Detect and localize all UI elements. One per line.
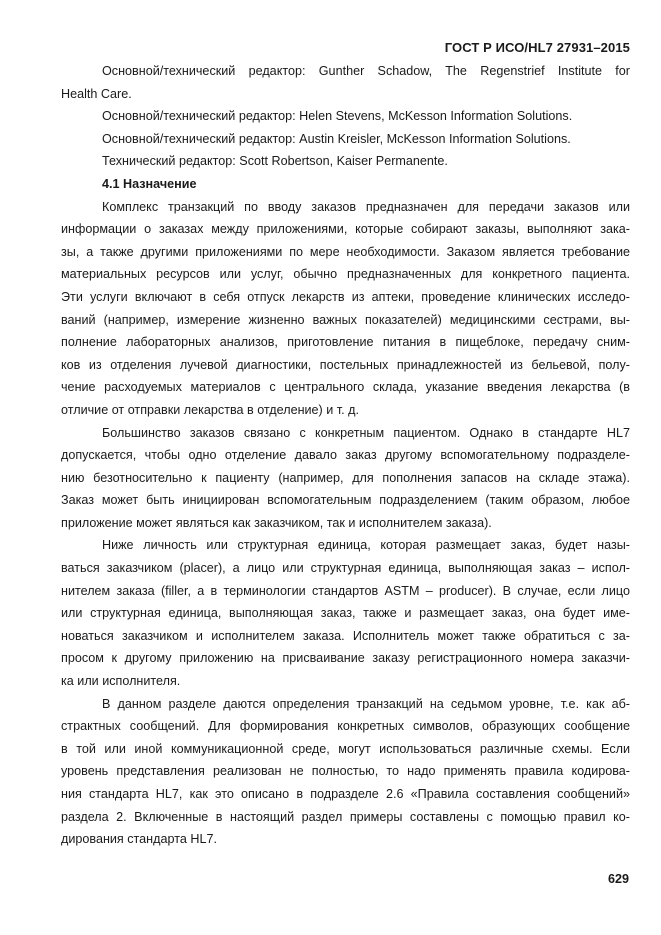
paragraph-line: Эти услуги включают в себя отпуск лекарств из аптеки, проведение клинических исследо-	[61, 289, 630, 304]
editor-line: Технический редактор: Scott Robertson, Kaiser Permanente.	[102, 154, 448, 169]
document-id-header: ГОСТ Р ИСО/HL7 27931–2015	[444, 40, 630, 55]
paragraph-line: или структурная единица, выполняющая заказ, также и размещает заказ, она будет име-	[61, 606, 630, 621]
paragraph-line: ваться заказчиком (placer), а лицо или структурная единица, выполняющая заказ – испол-	[61, 561, 630, 576]
editor-line: Health Care.	[61, 86, 132, 101]
paragraph-line: чение расходуемых материалов с центрального склада, указание введения лекарства (в	[61, 380, 630, 395]
section-heading: 4.1 Назначение	[102, 176, 197, 191]
paragraph-line: уровень представления реализован не полностью, то надо применять правила кодирова-	[61, 764, 630, 779]
paragraph-line: допускается, чтобы одно отделение давало заказ другому вспомогательному подразделе-	[61, 448, 630, 463]
paragraph-line: Комплекс транзакций по вводу заказов предназначен для передачи заказов или	[102, 199, 630, 214]
editor-line: Основной/технический редактор: Helen Stevens, McKesson Information Solutions.	[102, 109, 573, 124]
paragraph-line: в той или иной коммуникационной среде, могут использоваться различные схемы. Если	[61, 741, 630, 756]
paragraph-line: зы, а также другими приложениями по мере необходимости. Заказом является требование	[61, 244, 630, 259]
paragraph-line: нию безотносительно к пациенту (например, для пополнения запасов на складе этажа).	[61, 470, 630, 485]
paragraph-line: материальных ресурсов или услуг, обычно предназначенных для конкретного пациента.	[61, 267, 630, 282]
paragraph-line: просом к другому приложению на присваивание заказу регистрационного номера заказчи-	[61, 651, 630, 666]
paragraph-line: ков из отделения лучевой диагностики, постельных принадлежностей из бельевой, полу-	[61, 357, 630, 372]
paragraph-line: В данном разделе даются определения транзакций на седьмом уровне, т.е. как аб-	[102, 696, 630, 711]
paragraph-line: ния стандарта HL7, как это описано в подразделе 2.6 «Правила составления сообщений»	[61, 787, 630, 801]
paragraph-line: полнение лабораторных анализов, приготовление питания в пищеблоке, передачу сним-	[61, 335, 630, 350]
paragraph-line: раздела 2. Включенные в настоящий раздел примеры составлены с помощью правил ко-	[61, 809, 630, 824]
paragraph-line: дирования стандарта HL7.	[61, 832, 217, 847]
paragraph-line: страктных сообщений. Для формирования конкретных символов, образующих сообщение	[61, 719, 630, 734]
paragraph-line: новаться заказчиком и исполнителем заказа. Исполнитель может также обратиться с за-	[61, 628, 630, 643]
paragraph-line: Ниже личность или структурная единица, которая размещает заказ, будет назы-	[102, 538, 630, 553]
paragraph-line: отличие от отправки лекарства в отделение) и т. д.	[61, 402, 360, 417]
paragraph-line: информации о заказах между приложениями, которые собирают заказы, выполняют зака-	[61, 222, 630, 237]
paragraph-line: приложение может являться как заказчиком, так и исполнителем заказа).	[61, 515, 492, 530]
editor-line: Основной/технический редактор: Austin Kreisler, McKesson Information Solutions.	[102, 131, 571, 146]
paragraph-line: нителем заказа (filler, а в терминологии стандартов ASTM – producer). В случае, если лицо	[61, 583, 630, 598]
paragraph-line: Большинство заказов связано с конкретным пациентом. Однако в стандарте HL7	[102, 425, 630, 440]
editor-line: Основной/технический редактор: Gunther Schadow, The Regenstrief Institute for	[102, 64, 630, 78]
paragraph-line: ваний (например, измерение жизненно важных показателей) медицинскими сестрами, вы-	[61, 312, 630, 327]
document-body	[61, 60, 630, 851]
page-number: 629	[607, 872, 629, 886]
paragraph-line: Заказ может быть инициирован вспомогательным подразделением (таким образом, любое	[61, 493, 630, 508]
paragraph-line: ка или исполнителя.	[61, 674, 181, 689]
